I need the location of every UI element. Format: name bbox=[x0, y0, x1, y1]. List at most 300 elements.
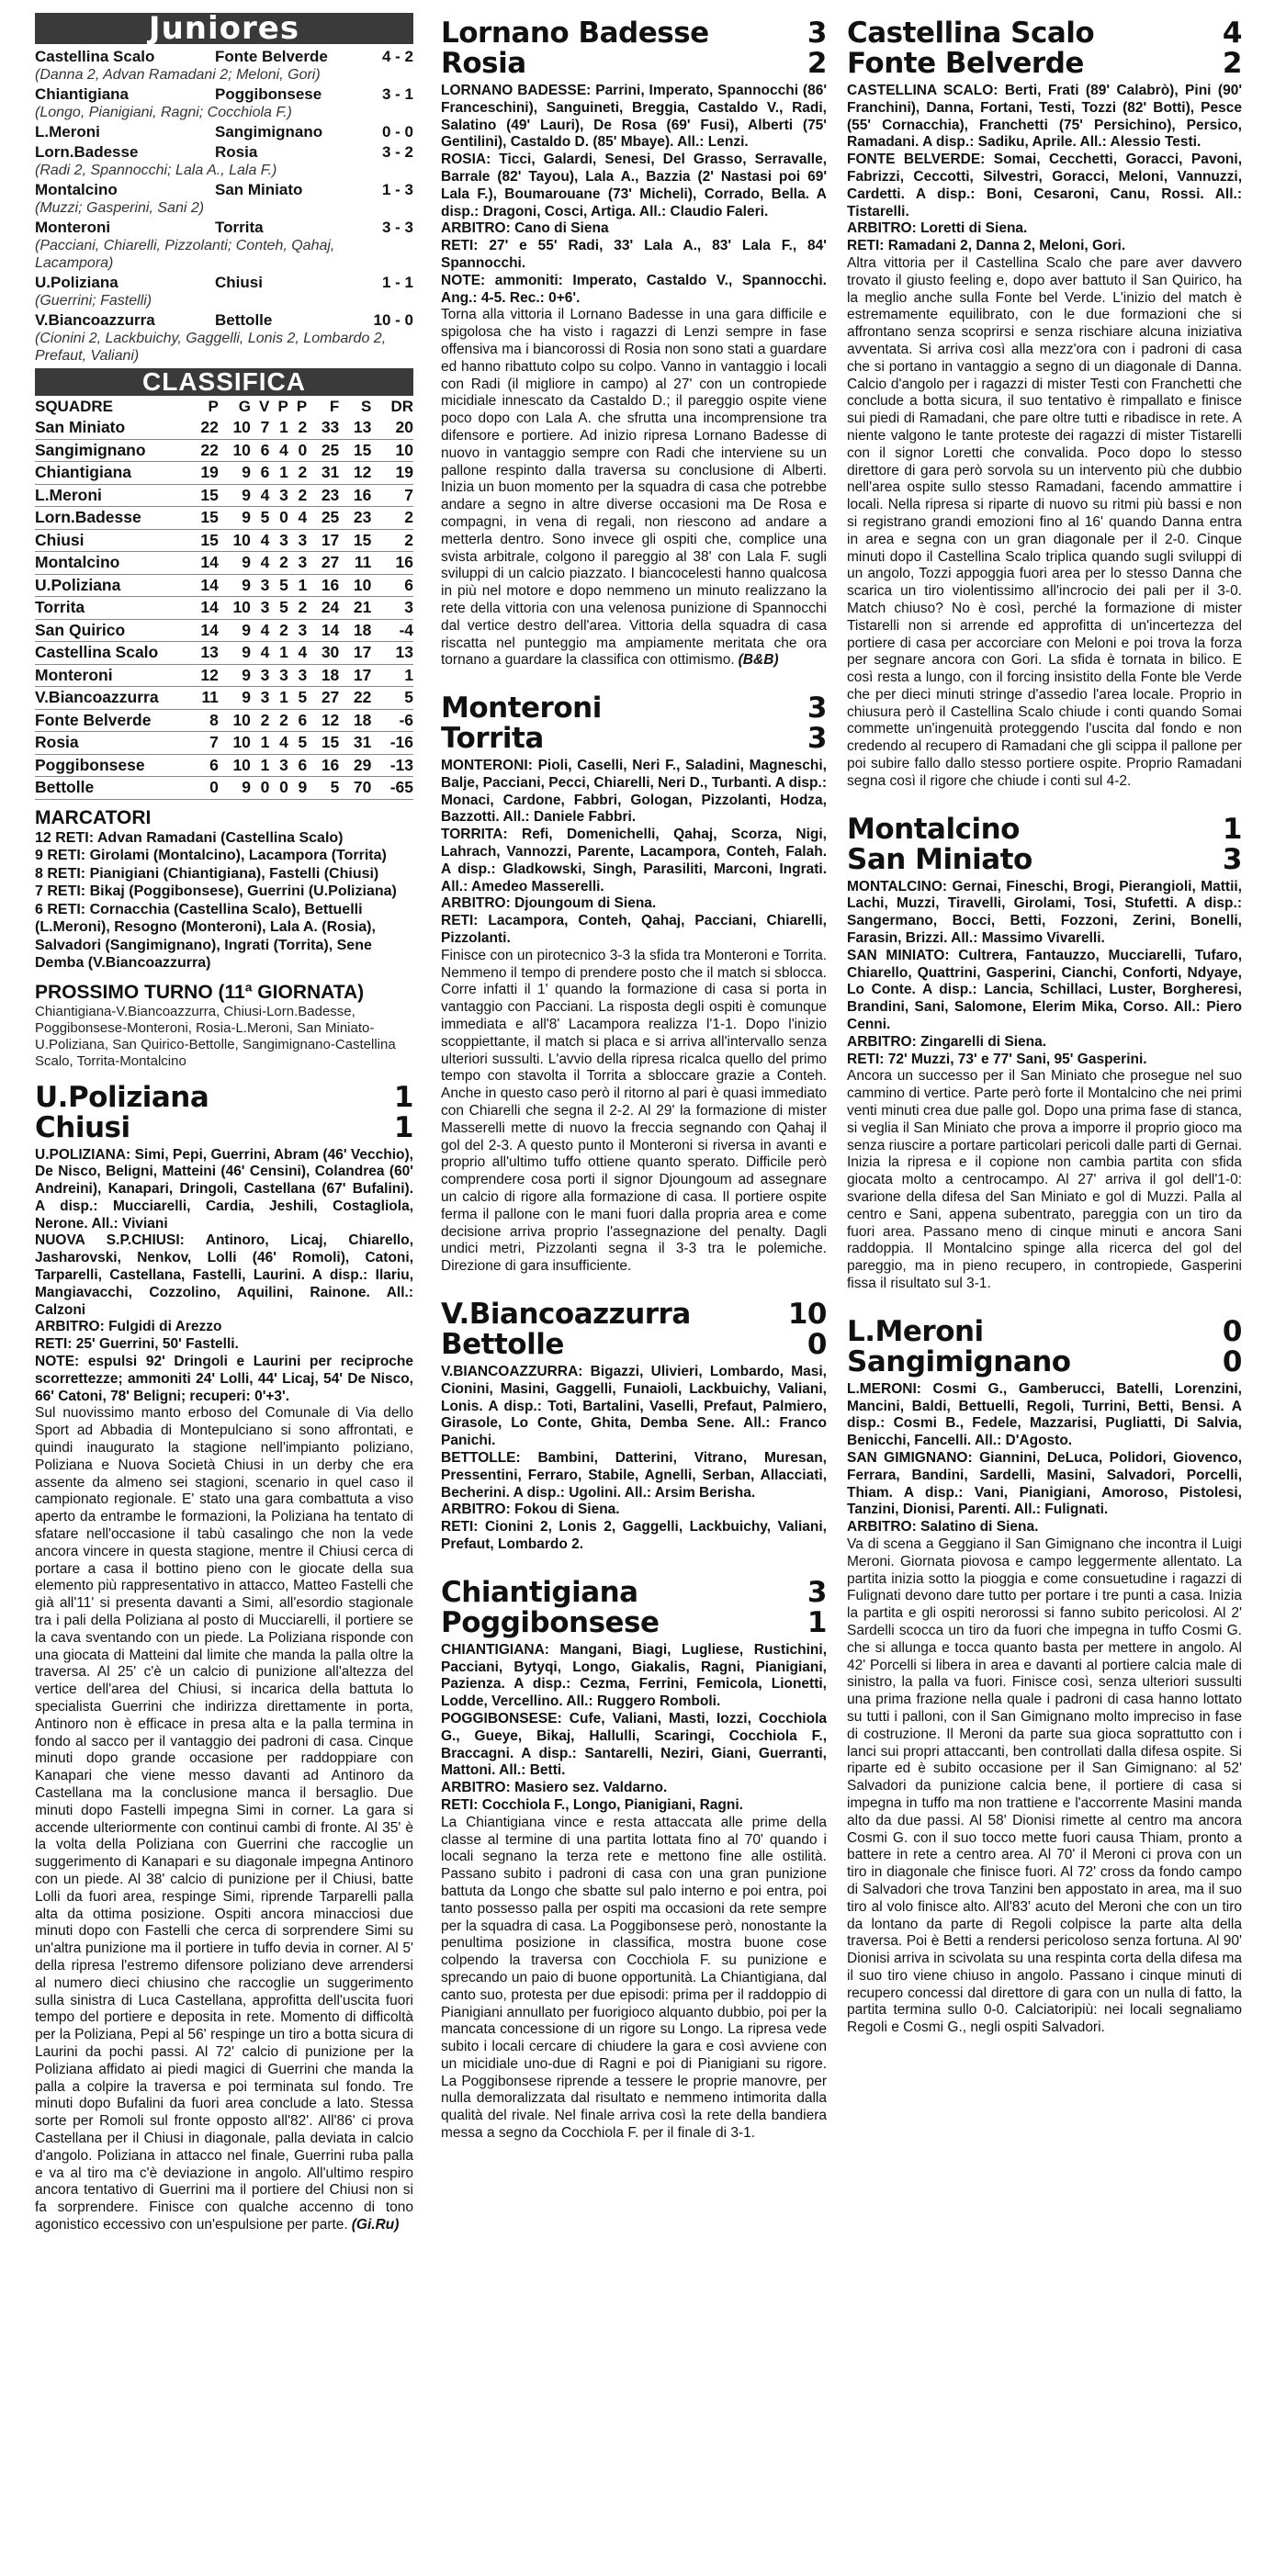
result-away: Sangimignano bbox=[215, 123, 323, 141]
team-score: 10 bbox=[787, 1298, 827, 1331]
stat-cell: 3 bbox=[269, 484, 288, 507]
team-score: 1 bbox=[1222, 812, 1242, 846]
result-away: Bettolle bbox=[215, 311, 273, 329]
stat-cell: 17 bbox=[339, 664, 371, 687]
stat-cell: -4 bbox=[371, 619, 413, 642]
stat-cell: 5 bbox=[269, 597, 288, 620]
team-name: Monteroni bbox=[35, 664, 186, 687]
stat-cell: 23 bbox=[307, 484, 339, 507]
standings-row bbox=[35, 754, 413, 777]
result-away: Rosia bbox=[215, 143, 258, 161]
report-text bbox=[441, 307, 827, 669]
standings-row bbox=[35, 777, 413, 800]
result-away: Chiusi bbox=[215, 274, 263, 291]
team-score: 3 bbox=[807, 1575, 827, 1609]
stat-cell: 2 bbox=[269, 552, 288, 575]
stat-cell: 25 bbox=[307, 439, 339, 462]
team-name: Castellina Scalo bbox=[847, 17, 1095, 50]
result-scorers: (Longo, Pianigiani, Ragni; Cocchiola F.) bbox=[35, 105, 292, 120]
stat-cell: 14 bbox=[186, 597, 219, 620]
stat-cell: 1 bbox=[269, 417, 288, 439]
prossimo-title: PROSSIMO TURNO (11ª GIORNATA) bbox=[35, 981, 365, 1003]
team-name: V.Biancoazzurra bbox=[441, 1298, 691, 1331]
stat-cell: -6 bbox=[371, 709, 413, 732]
stat-cell: 14 bbox=[186, 574, 219, 597]
stat-cell: 4 bbox=[251, 619, 269, 642]
standings-row bbox=[35, 484, 413, 507]
stat-cell: 0 bbox=[269, 507, 288, 530]
stat-cell: 9 bbox=[219, 574, 251, 597]
col-p: P bbox=[208, 398, 219, 415]
team-name: San Miniato bbox=[35, 417, 186, 439]
report-team-line bbox=[441, 693, 827, 724]
stat-cell: 0 bbox=[186, 777, 219, 800]
report-lineups: CHIANTIGIANA: Mangani, Biagi, Lugliese, Rustichini, Pacciani, Bytyqi, Longo, Giakalis, Ragni, Pianigiani, Pazienza. A disp.: Cezma, Ferrini, Femicola, Lionetti, Lodde, Vercellino. All.: Ruggero Romboli. POGGIBONSESE: Cufe, Valiani, Masti, Iozzi, Cocchiola G., Gueye, Bikaj, Hallulli, Scaringi, Cocchiola F., Braccagni. A disp.: Santarelli, Neziri, Giani, Guerranti, Mattoni. All.: Betti. ARBITRO: Masiero sez. Valdarno. RETI: Cocchiola F., Longo, Pianigiani, Ragni. bbox=[441, 1641, 827, 1813]
report-team-line bbox=[441, 724, 827, 754]
stat-cell: 12 bbox=[307, 709, 339, 732]
standings-row bbox=[35, 687, 413, 710]
stat-cell: 16 bbox=[339, 484, 371, 507]
stat-cell: 2 bbox=[269, 709, 288, 732]
stat-cell: 7 bbox=[371, 484, 413, 507]
result-scorers: (Danna 2, Advan Ramadani 2; Meloni, Gori) bbox=[35, 67, 321, 83]
stat-cell: 18 bbox=[339, 619, 371, 642]
juniores-header: Juniores bbox=[35, 13, 413, 44]
result-row bbox=[35, 219, 413, 237]
report-poliziana-chiusi bbox=[35, 1080, 413, 2234]
report-team-line bbox=[441, 18, 827, 49]
result-row bbox=[35, 311, 413, 330]
report-monteroni-torrita bbox=[441, 693, 827, 1276]
stat-cell: 33 bbox=[307, 417, 339, 439]
stat-cell: 1 bbox=[371, 664, 413, 687]
stat-cell: 18 bbox=[339, 709, 371, 732]
report-body: Torna alla vittoria il Lornano Badesse in una gara difficile e spigolosa che ha visto i ragazzi di Lenzi sempre in fase offensiva ma i biancorossi di Rosia non sono stati a guardare ed hanno ribattuto colpo su colpo. Vanno in vantaggio i locali con Radi (il migliore in campo) al 27' con un contropiede micidiale innescato da Castaldo D.; il pareggio ospite viene poco dopo con Lala A. che sfrutta una incomprensione tra difensore e portiere. Ad inizio ripresa Lornano Badesse di nuovo in vantaggio sempre con Radi che interviene su un pallone respinto dalla traversa su conclusione di Alberti. Inizia un buon momento per la squadra di casa che potrebbe andare a segno in altre diverse occasioni ma De Rosa e compagni, in vena di regali, non riescono ad andare a metterla dentro. Sono invece gli ospiti che, complice una svista arbitrale, colgono il pareggio al 38' con Lala F. sugli sviluppi di un calcio piazzato. I biancocelesti hanno qualcosa in più nel motore e dopo nemmeno un minuto realizzano la rete della vittoria con una velenosa punizione di Spannocchi dal vertice destro dell'area. Vittoria della squadra di casa riscatta nel punteggio ma ampiamente meritata che ora tornano a guardare la classifica con ottimismo. bbox=[441, 307, 827, 669]
standings-header-row bbox=[35, 396, 413, 417]
team-name: Lorn.Badesse bbox=[35, 507, 186, 530]
report-team-line bbox=[847, 1344, 1242, 1378]
report-montalcino-sanminiato bbox=[847, 812, 1242, 1293]
report-body: Ancora un successo per il San Miniato che prosegue nel suo cammino di vertice. Parte però forte il Montalcino che nei primi venti minuti crea due palle gol. Dopo una prima fase di stanca, si veglia il San Miniato che prova a imporre il proprio gioco ma senza riuscire a portare particolari pericoli dalle parti di Gernai. Inizia la ripresa e il copione non cambia partita con sfida giocata molto a centrocampo. Al 27' arriva il gol dell'1-0: svarione della difesa del San Miniato e gol di Muzzi. Palla al centro e Sani, appena subentrato, pareggia con un tiro da fuori area. Passano meno di cinque minuti e ancora Sani raddoppia. Il Montalcino spinge alla ricerca del gol del pareggio, ma in pieno recupero, in contropiede, Gasperini fissa il risultato sul 3-1. bbox=[847, 1068, 1242, 1291]
stat-cell: 9 bbox=[219, 462, 251, 485]
col-pe: P bbox=[296, 398, 308, 415]
result-away: Poggibonsese bbox=[215, 85, 322, 103]
col-g: G bbox=[238, 398, 251, 415]
marcatori-list bbox=[35, 829, 413, 973]
stat-cell: 5 bbox=[288, 732, 307, 755]
stat-cell: 1 bbox=[269, 687, 288, 710]
stat-cell: 15 bbox=[339, 439, 371, 462]
team-name: U.Poliziana bbox=[35, 574, 186, 597]
classifica-header: CLASSIFICA bbox=[35, 368, 413, 396]
stat-cell: 25 bbox=[307, 507, 339, 530]
stat-cell: 18 bbox=[307, 664, 339, 687]
stat-cell: 13 bbox=[339, 417, 371, 439]
standings-row bbox=[35, 462, 413, 485]
team-name: Montalcino bbox=[847, 812, 1020, 846]
stat-cell: 3 bbox=[269, 664, 288, 687]
team-name: San Quirico bbox=[35, 619, 186, 642]
stat-cell: 16 bbox=[307, 574, 339, 597]
stat-cell: 10 bbox=[371, 439, 413, 462]
stat-cell: 15 bbox=[307, 732, 339, 755]
standings-row bbox=[35, 619, 413, 642]
team-name: Chiantigiana bbox=[35, 462, 186, 485]
team-name: Montalcino bbox=[35, 552, 186, 575]
stat-cell: 29 bbox=[339, 754, 371, 777]
stat-cell: 2 bbox=[288, 462, 307, 485]
team-name: Rosia bbox=[35, 732, 186, 755]
report-castellina-fontebelverde bbox=[847, 18, 1242, 791]
stat-cell: 11 bbox=[339, 552, 371, 575]
team-name: Torrita bbox=[35, 597, 186, 620]
report-text bbox=[847, 1068, 1242, 1292]
standings-row bbox=[35, 552, 413, 575]
result-score: 4 - 2 bbox=[381, 48, 413, 65]
stat-cell: 14 bbox=[186, 619, 219, 642]
stat-cell: 15 bbox=[186, 507, 219, 530]
stat-cell: 3 bbox=[251, 597, 269, 620]
stat-cell: 30 bbox=[307, 642, 339, 665]
report-lineups: CASTELLINA SCALO: Berti, Frati (89' Calabrò), Pini (90' Franchini), Danna, Fortani, Testi, Tozzi (82' Botti), Pesce (55' Cornacchia), Franchetti (75' Persichino), Persico, Ramadani. A disp.: Sadiku, Aprile. All.: Alessio Testi. FONTE BELVERDE: Somai, Cecchetti, Goracci, Pavoni, Fabrizzi, Ceccotti, Silvestri, Goracci, Meloni, Vannuzzi, Cardetti. A disp.: Boni, Cesaroni, Canu, Rossi. All.: Tistarelli. ARBITRO: Loretti di Siena. RETI: Ramadani 2, Danna 2, Meloni, Gori. bbox=[847, 83, 1242, 254]
stat-cell: 14 bbox=[307, 619, 339, 642]
result-home: Castellina Scalo bbox=[35, 48, 155, 65]
stat-cell: 1 bbox=[251, 754, 269, 777]
stat-cell: 8 bbox=[186, 709, 219, 732]
standings-row bbox=[35, 529, 413, 552]
report-team-line bbox=[441, 1605, 827, 1639]
col-squadre: SQUADRE bbox=[35, 398, 114, 415]
stat-cell: 23 bbox=[339, 507, 371, 530]
stat-cell: 2 bbox=[371, 529, 413, 552]
result-away: Fonte Belverde bbox=[215, 48, 328, 65]
stat-cell: 3 bbox=[251, 664, 269, 687]
stat-cell: 4 bbox=[251, 642, 269, 665]
result-scorers: (Pacciani, Chiarelli, Pizzolanti; Conteh, Qahaj, Lacampora) bbox=[35, 238, 335, 271]
stat-cell: 22 bbox=[186, 439, 219, 462]
stat-cell: 3 bbox=[251, 574, 269, 597]
report-biancoazzurra-bettolle bbox=[441, 1299, 827, 1554]
stat-cell: 0 bbox=[269, 777, 288, 800]
report-lineups: U.POLIZIANA: Simi, Pepi, Guerrini, Abram (46' Vecchio), De Nisco, Beligni, Matteini (46' Censini), Colandrea (60' Andreini), Kanapari, Dringoli, Castellana (67' Bufalini). A disp.: Mucciarelli, Cardia, Jeshili, Costagliola, Nerone. All.: Viviani NUOVA S.P.CHIUSI: Antinoro, Licaj, Chiarello, Jasharovski, Nenkov, Lolli (46' Romoli), Catoni, Tarparelli, Castellana, Fastelli, Laurini. A disp.: Ilariu, Mangiavacchi, Cozzolino, Aquilini, Rainone. All.: Calzoni ARBITRO: Fulgidi di Arezzo RETI: 25' Guerrini, 50' Fastelli. NOTE: espulsi 92' Dringoli e Laurini per reciproche scorrettezze; ammoniti 24' Lolli, 44' Licaj, 54' De Nisco, 66' Catoni, 78' Beligni; recuperi: 0'+3'. bbox=[35, 1146, 413, 1404]
stat-cell: 10 bbox=[219, 709, 251, 732]
col-s: S bbox=[361, 398, 372, 415]
report-text bbox=[35, 1405, 413, 2233]
stat-cell: 5 bbox=[371, 687, 413, 710]
stat-cell: 5 bbox=[288, 687, 307, 710]
report-team-line bbox=[847, 18, 1242, 49]
team-name: Fonte Belverde bbox=[35, 709, 186, 732]
report-chiantigiana-poggibonsese bbox=[441, 1575, 827, 2143]
stat-cell: 5 bbox=[307, 777, 339, 800]
result-home: L.Meroni bbox=[35, 123, 100, 141]
stat-cell: 1 bbox=[269, 642, 288, 665]
stat-cell: 10 bbox=[339, 574, 371, 597]
stat-cell: 13 bbox=[186, 642, 219, 665]
standings-row bbox=[35, 439, 413, 462]
team-name: Chiusi bbox=[35, 1110, 130, 1144]
stat-cell: 13 bbox=[371, 642, 413, 665]
stat-cell: 3 bbox=[288, 552, 307, 575]
report-team-line bbox=[35, 1110, 413, 1144]
result-score: 3 - 3 bbox=[381, 219, 413, 236]
stat-cell: 3 bbox=[269, 754, 288, 777]
result-away: San Miniato bbox=[215, 181, 303, 198]
team-name: Chiusi bbox=[35, 529, 186, 552]
stat-cell: -65 bbox=[371, 777, 413, 800]
stat-cell: 5 bbox=[251, 507, 269, 530]
stat-cell: 6 bbox=[186, 754, 219, 777]
result-scorers: (Muzzi; Gasperini, Sani 2) bbox=[35, 200, 205, 216]
report-signature: (B&B) bbox=[738, 652, 779, 669]
stat-cell: 4 bbox=[288, 507, 307, 530]
team-name: Sangimignano bbox=[35, 439, 186, 462]
result-row bbox=[35, 48, 413, 66]
report-text bbox=[441, 1815, 827, 2143]
standings-row bbox=[35, 664, 413, 687]
report-body: La Chiantigiana vince e resta attaccata alle prime della classe al termine di una partita lottata fino al 70' quando i locali segnano la terza rete e mettono fine alle ostilità. Passano subito i padroni di casa con una gran punizione battuta da Longo che sbatte sul palo interno e poi entra, poi tanto possesso palla per ospiti ma occasioni da rete sempre per la squadra di casa. La Poggibonsese però, nonostante la penultima posizione in classifica, mostra buone cose colpendo la traversa con Cocchiola F. su punizione e sprecando un paio di buone opportunità. La Chiantigiana, dal canto suo, protesta per due episodi: prima per il raddoppio di Pianigiani annullato per fuorigioco alquanto dubbio, poi per la mancata concessione di un rigore su Longo. La ripresa vede subito i locali cercare di chiudere la gara e così avviene con un micidiale uno-due di Ragni e poi di Pianigiani su rigore. La Poggibonsese riprende a tessere le proprie manovre, per nulla demoralizzata dal risultato e nemmeno intimorita dalla qualità del rivale. Nel finale arriva così la rete della bandiera messa a segno da Cocchiola F. per il finale di 3-1. bbox=[441, 1814, 827, 2142]
stat-cell: 10 bbox=[219, 529, 251, 552]
report-team-line bbox=[441, 1299, 827, 1330]
stat-cell: 15 bbox=[186, 484, 219, 507]
standings-table bbox=[35, 396, 413, 800]
stat-cell: 6 bbox=[251, 462, 269, 485]
team-score: 1 bbox=[393, 1080, 413, 1114]
stat-cell: -16 bbox=[371, 732, 413, 755]
stat-cell: 1 bbox=[269, 462, 288, 485]
report-team-line bbox=[847, 812, 1242, 846]
stat-cell: 19 bbox=[371, 462, 413, 485]
result-row bbox=[35, 143, 413, 162]
report-body: Altra vittoria per il Castellina Scalo che pare aver davvero trovato il giusto feeling e, dopo aver battuto il San Quirico, ha la meglio anche sulla Fonte bel Verde. L'inizio del match è estremamente equilibrato, con le due formazioni che si affrontano senza scoprirsi e senza rischiare alcuna iniziativa avventata. Si arriva così alla mezz'ora con i padroni di casa che si portano in vantaggio a segno di un diagonale di Danna. Calcio d'angolo per i ragazzi di mister Testi con Franchetti che conclude a botta sicura, il suo tentativo è rimpallato e finisce sui piedi di Ramadani, che pare oltre tutti e ribadisce in rete. A niente valgono le tante proteste dei ragazzi di mister Tistarelli con il signor Loretti che convalida. Poco dopo lo stesso direttore di gara però sorvola su un intervento più che dubbio nell'area ospite sullo stesso Ramadani, facendo ammattire i locali. Nella ripresa si riparte di nuovo su ritmi più bassi e non si registrano grandi emozioni fino al 16' quando Danna entra in area e segna con un gran diagonale per il 2-0. Cinque minuti dopo il Castellina Scalo triplica quando sugli sviluppi di un angolo, Tozzi appoggia fuori area per lo stesso Danna che scarica un tiro violentissimo all'incrocio dei pali per il 3-0. Match chiuso? No è così, perché la formazione di mister Tistarelli non si arrende ed approfitta di un'incertezza del portiere di casa per accorciare con Meloni e poi trova la forza per segnare ancora con Gori. La sfida è tornata in bilico. E così resta a lungo, con il forcing insistito della Fonte ble Verde che per dieci minuti stringe d'assedio l'area locale. Proprio in chiusura però il Castellina Scalo chiude i conti quando Somai commette un'ingenuità proteggendo l'uscita dal fondo e non credendo al recupero di Ramadani che gli scippa il pallone per poi subire fallo dallo stesso portiere ospite. Proprio Ramadani segna così il rigore che chiude i conti sul 4-2. bbox=[847, 254, 1242, 789]
report-team-line bbox=[847, 1314, 1242, 1348]
standings-row bbox=[35, 597, 413, 620]
col-dr: DR bbox=[390, 398, 413, 415]
team-name: Fonte Belverde bbox=[847, 47, 1084, 80]
col-pa: P bbox=[277, 398, 288, 415]
stat-cell: 9 bbox=[219, 507, 251, 530]
stat-cell: 4 bbox=[288, 642, 307, 665]
stat-cell: 10 bbox=[219, 754, 251, 777]
stat-cell: 70 bbox=[339, 777, 371, 800]
stat-cell: 6 bbox=[371, 574, 413, 597]
stat-cell: 4 bbox=[251, 484, 269, 507]
stat-cell: 3 bbox=[288, 619, 307, 642]
stat-cell: 24 bbox=[307, 597, 339, 620]
col-f: F bbox=[329, 398, 340, 415]
report-team-line bbox=[441, 1575, 827, 1609]
stat-cell: 6 bbox=[251, 439, 269, 462]
stat-cell: 21 bbox=[339, 597, 371, 620]
stat-cell: 3 bbox=[288, 664, 307, 687]
stat-cell: 16 bbox=[307, 754, 339, 777]
marcatori-line: 9 RETI: Girolami (Montalcino), Lacampora (Torrita) bbox=[35, 848, 387, 863]
result-row bbox=[35, 181, 413, 199]
stat-cell: 4 bbox=[269, 732, 288, 755]
stat-cell: 0 bbox=[251, 777, 269, 800]
team-score: 1 bbox=[807, 1605, 827, 1639]
marcatori-line: 6 RETI: Cornacchia (Castellina Scalo), Bettuelli (L.Meroni), Resogno (Monteroni), Lala A. (Rosia), Salvadori (Sangimignano), Ingrati (Torrita), Sene Demba (V.Biancoazzurra) bbox=[35, 901, 376, 971]
stat-cell: 2 bbox=[371, 507, 413, 530]
report-team-line bbox=[441, 1330, 827, 1360]
marcatori-line: 7 RETI: Bikaj (Poggibonsese), Guerrini (U.Poliziana) bbox=[35, 883, 397, 899]
stat-cell: 4 bbox=[251, 529, 269, 552]
result-score: 1 - 3 bbox=[381, 181, 413, 198]
report-lineups: MONTALCINO: Gernai, Fineschi, Brogi, Pierangioli, Mattii, Lachi, Muzzi, Tiravelli, Girolami, Tosi, Stufetti. A disp.: Sangermano, Bocci, Betti, Fozzoni, Zerini, Bonelli, Farasin, Brizzi. All.: Massimo Vivarelli. SAN MINIATO: Cultrera, Fantauzzo, Mucciarelli, Tufaro, Chiarello, Quattrini, Gasperini, Cianchi, Conforti, Ndyaye, Lo Conte. A disp.: Lancia, Schillaci, Luster, Borgheresi, Brandini, Sani, Salomone, Elerim Mika, Corso. All.: Piero Cenni. ARBITRO: Zingarelli di Siena. RETI: 72' Muzzi, 73' e 77' Sani, 95' Gasperini. bbox=[847, 878, 1242, 1067]
team-score: 3 bbox=[1222, 842, 1242, 876]
report-lineups: LORNANO BADESSE: Parrini, Imperato, Spannocchi (86' Franceschini), Sanguineti, Breggia, Castaldo V., Radi, Salatino (49' Lauri), De Rosa (69' Fusi), Alberti (75' Gentilini), Castaldo D. (85' Mbaye). All.: Lenzi. ROSIA: Ticci, Galardi, Senesi, Del Grasso, Serravalle, Barrale (82' Tayou), Lala A., Bazzia (2' Nastasi poi 69' Lala F.), Boumarouane (73' Micheli), Corrado, Bella. A disp.: Dragoni, Cosci, Artiga. All.: Claudio Faleri. ARBITRO: Cano di Siena RETI: 27' e 55' Radi, 33' Lala A., 83' Lala F., 84' Spannocchi. NOTE: ammoniti: Imperato, Castaldo V., Spannocchi. Ang.: 4-5. Rec.: 0+6'. bbox=[441, 83, 827, 306]
team-name: L.Meroni bbox=[847, 1314, 984, 1348]
stat-cell: 9 bbox=[219, 664, 251, 687]
report-body: Finisce con un pirotecnico 3-3 la sfida tra Monteroni e Torrita. Nemmeno il tempo di prendere posto che il match si sblocca. Corre infatti il 1' quando la formazione di casa si porta in vantaggio con Pacciani. La risposta degli ospiti è comunque immediata e all'8' Lacampora realizza l'1-1. Dopo l'inizio scoppiettante, il match si placa e si arriva all'intervallo senza ulteriori sussulti. L'avvio della ripresa ricalca quello del primo tempo con stavolta il Torrita a sbloccare grazie a Conteh. Anche in questo caso però il ritorno al pari è quasi immediato con Chiarelli che segna il 2-2. Al 29' la formazione di mister Masserelli mette di nuovo la freccia segnando con Qahaj il gol del 2-3. A questo punto il Monteroni si riversa in avanti e proprio all'ultimo tuffo ottiene quanto sperato. Difficile però comprendere cosa porti il signor Djoungoum ad assegnare un calcio di rigore alla formazione di casa. Il portiere ospite ferma il pallone con le mani fuori dalla propria area e come decisione arriva proprio l'assegnazione del penalty. Dagli undici metri, Pizzolanti segna il 3-3 tra le polemiche. Direzione di gara insufficiente. bbox=[441, 947, 827, 1275]
result-score: 3 - 1 bbox=[381, 85, 413, 103]
marcatori-title: MARCATORI bbox=[35, 806, 152, 828]
stat-cell: -13 bbox=[371, 754, 413, 777]
column-left bbox=[35, 10, 413, 2234]
stat-cell: 9 bbox=[219, 619, 251, 642]
team-name: V.Biancoazzurra bbox=[35, 687, 186, 710]
team-score: 3 bbox=[807, 17, 827, 50]
report-team-line bbox=[847, 49, 1242, 79]
report-meroni-sangimignano bbox=[847, 1314, 1242, 2037]
result-home: Montalcino bbox=[35, 181, 118, 198]
stat-cell: 2 bbox=[288, 417, 307, 439]
results-list bbox=[35, 48, 413, 365]
result-row bbox=[35, 85, 413, 104]
team-name: Poggibonsese bbox=[441, 1605, 660, 1639]
stat-cell: 16 bbox=[371, 552, 413, 575]
stat-cell: 12 bbox=[339, 462, 371, 485]
stat-cell: 12 bbox=[186, 664, 219, 687]
report-lineups: MONTERONI: Pioli, Caselli, Neri F., Saladini, Magneschi, Balje, Pacciani, Pecci, Chiarelli, Neri D., Turbanti. A disp.: Monaci, Cardone, Fabbri, Gologan, Pizzolanti, Hodza, Bazzotti. All.: Daniele Fabbri. TORRITA: Refi, Domenichelli, Qahaj, Scorza, Nigi, Lahrach, Vannozzi, Parente, Lacampora, Conteh, Falah. A disp.: Gladkowski, Singh, Parasiliti, Marconi, Ingrati. All.: Amedeo Masserelli. ARBITRO: Djoungoum di Siena. RETI: Lacampora, Conteh, Qahaj, Pacciani, Chiarelli, Pizzolanti. bbox=[441, 758, 827, 947]
team-name: Lornano Badesse bbox=[441, 17, 709, 50]
report-lineups: V.BIANCOAZZURRA: Bigazzi, Ulivieri, Lombardo, Masi, Cionini, Masini, Gaggelli, Funaioli, Lackbuichy, Valiani, Lonis. A disp.: Toti, Bartalini, Vaselli, Prefaut, Palmiero, Girasole, Lo Conte, Ghita, Demba Sene. All.: Franco Panichi. BETTOLLE: Bambini, Datterini, Vitrano, Muresan, Pressentini, Ferraro, Stabile, Agnelli, Serban, Allacciati, Becherini. A disp.: Ugolini. All.: Arsim Berisha. ARBITRO: Fokou di Siena. RETI: Cionini 2, Lonis 2, Gaggelli, Lackbuichy, Valiani, Prefaut, Lombardo 2. bbox=[441, 1364, 827, 1552]
stat-cell: 3 bbox=[371, 597, 413, 620]
team-score: 1 bbox=[393, 1110, 413, 1144]
result-scorers: (Guerrini; Fastelli) bbox=[35, 293, 152, 309]
standings-row bbox=[35, 574, 413, 597]
report-team-line bbox=[441, 49, 827, 79]
stat-cell: 10 bbox=[219, 732, 251, 755]
column-middle bbox=[441, 13, 827, 2143]
stat-cell: 10 bbox=[219, 597, 251, 620]
col-v: V bbox=[259, 398, 270, 415]
result-home: V.Biancoazzurra bbox=[35, 311, 155, 329]
result-scorers: (Cionini 2, Lackbuichy, Gaggelli, Lonis 2, Lombardo 2, Prefaut, Valiani) bbox=[35, 331, 387, 364]
stat-cell: 4 bbox=[251, 552, 269, 575]
team-name: Bettolle bbox=[441, 1328, 564, 1361]
report-body: Va di scena a Geggiano il San Gimignano che incontra il Luigi Meroni. Giornata piovosa e campo leggermente allentato. La partita inizia sotto la pioggia e come consuetudine i ragazzi di Fulignati devono dare tutto per portare i tre punti a casa. Inizia la partita e gli ospiti nerorossi si fanno subito pericolosi. Al 2' Sardelli scocca un tiro da fuori che impegna in tuffo Cosmi G. che si allunga e tocca quanto basta per mettere in angolo. Al 42' Porcelli si libera in area e davanti al portiere calcia male di sinistro, la palla va fuori. Finisce così, senza ulteriori sussulti una prima frazione nella quale i padroni di casa hanno lottato su tutti i palloni, con il San Gimignano molto impreciso in fase di costruzione. Il Meroni da parte sua gioca soprattutto con i lanci sui propri attaccanti, ben controllati dalla difesa ospite. Si riparte ed è subito occasione per il San Gimignano: al 52' Salvadori da punizione calcia bene, il portiere di casa si impegna in tuffo ma non trattiene e l'accorrente Masini manda alto da due passi. Al 58' Dionisi rimette al centro ma ancora Cosmi G. con il suo tocco mette fuori causa Thiam, pronto a battere in rete a centro area. Al 70' il Meroni ci prova con un tiro in diagonale che finisce fuori. Al 72' cross da fondo campo di Salvadori che trova Tanzini ben appostato in area, ma il suo tiro al volo finisce alto. All'83' acuto del Meroni che con un tiro da lontano da parte di Regoli colpisce la parte alta della traversa. Poi è Betti a rendersi pericoloso senza fortuna. Al 90' Dionisi arriva in scivolata su una respinta corta della difesa ma il suo tiro viene chiuso in angolo. Passano i cinque minuti di recupero concessi dal direttore di gara con un nulla di fatto, la partita termina sullo 0-0. Calciatoripiù: nei locali segnaliamo Regoli e Cosmi G., negli ospiti Salvadori. bbox=[847, 1535, 1242, 2036]
standings-row bbox=[35, 507, 413, 530]
report-text bbox=[441, 948, 827, 1276]
stat-cell: 7 bbox=[251, 417, 269, 439]
stat-cell: 3 bbox=[288, 529, 307, 552]
stat-cell: 20 bbox=[371, 417, 413, 439]
report-team-line bbox=[35, 1080, 413, 1114]
stat-cell: 10 bbox=[219, 417, 251, 439]
team-score: 0 bbox=[1222, 1314, 1242, 1348]
stat-cell: 5 bbox=[269, 574, 288, 597]
result-home: Monteroni bbox=[35, 219, 111, 236]
standings-row bbox=[35, 732, 413, 755]
report-lornano-rosia bbox=[441, 18, 827, 669]
team-score: 4 bbox=[1222, 17, 1242, 50]
team-name: Castellina Scalo bbox=[35, 642, 186, 665]
team-score: 3 bbox=[807, 692, 827, 726]
stat-cell: 22 bbox=[339, 687, 371, 710]
team-name: Bettolle bbox=[35, 777, 186, 800]
stat-cell: 14 bbox=[186, 552, 219, 575]
team-score: 2 bbox=[1222, 47, 1242, 80]
standings-row bbox=[35, 642, 413, 665]
stat-cell: 9 bbox=[219, 642, 251, 665]
stat-cell: 9 bbox=[219, 484, 251, 507]
stat-cell: 7 bbox=[186, 732, 219, 755]
report-text bbox=[847, 1536, 1242, 2037]
stat-cell: 0 bbox=[288, 439, 307, 462]
stat-cell: 10 bbox=[219, 439, 251, 462]
stat-cell: 4 bbox=[269, 439, 288, 462]
marcatori-line: 12 RETI: Advan Ramadani (Castellina Scalo) bbox=[35, 829, 344, 846]
report-team-line bbox=[847, 842, 1242, 876]
stat-cell: 6 bbox=[288, 754, 307, 777]
result-row bbox=[35, 274, 413, 292]
prossimo-turno: Chiantigiana-V.Biancoazzurra, Chiusi-Lorn.Badesse, Poggibonsese-Monteroni, Rosia-L.Meroni, San Miniato-U.Poliziana, San Quirico-Bettolle, Sangimignano-Castellina Scalo, Torrita-Montalcino bbox=[35, 1003, 396, 1069]
standings-row bbox=[35, 709, 413, 732]
column-right bbox=[847, 13, 1242, 2037]
stat-cell: 31 bbox=[339, 732, 371, 755]
team-name: L.Meroni bbox=[35, 484, 186, 507]
stat-cell: 17 bbox=[307, 529, 339, 552]
stat-cell: 15 bbox=[186, 529, 219, 552]
marcatori-line: 8 RETI: Pianigiani (Chiantigiana), Fastelli (Chiusi) bbox=[35, 865, 379, 882]
report-body: Sul nuovissimo manto erboso del Comunale di Via dello Sport ad Abbadia di Montepulciano si sono affrontati, e quindi inaugurato la stagione nell'impianto poliziano, Poliziana e Nuova Società Chiusi in un derby che era assente da almeno sei stagioni, scenario in quel caso il campionato regionale. E' stato una gara combattuta a viso aperto da entrambe le formazioni, la Poliziana ha tentato di sfatare nell'occasione il tabù casalingo che non la vede ancora vincere in questa stagione, mentre il Chiusi cerca di portare a casa il bottino pieno con le giocate della sua elemento più rappresentativo in attacco, Matteo Fastelli che già all'11' si presenta davanti a Simi, all'esordio stagionale tra i pali della Poliziana al posto di Mucciarelli, il portiere se la cava sventando con un piede. La Poliziana risponde con una giocata di Matteini dal limite che manda la palla oltre la traversa. Al 25' c'è un calcio di punizione all'altezza del vertice dell'area del Chiusi, si incarica della battuta lo specialista Guerrini che indirizza direttamente in porta, Antinoro non è efficace in presa alta e la palla termina in fondo al sacco per il vantaggio dei padroni di casa. Cinque minuti dopo grande occasione per raddoppiare con Kanapari che viene messo davanti ad Antinoro da Castellana ma la conclusione manca il bersaglio. Due minuti dopo Fastelli impegna Simi in corner. La gara si accende ulteriormente con continui cambi di fronte. Al 35' è la volta della Poliziana con Guerrini che raccoglie un suggerimento di Kanapari e su diagonale impegna Antinoro con un piede. Al 38' calcio di punizione per il Chiusi, batte Lolli da fuori area, respinge Simi, riprende Tarparelli palla alta da ottima posizione. Ospiti ancora minacciosi due minuti dopo con Fastelli che cerca di sorprendere Simi su un'altra punizione ma il portiere in tuffo devia in corner. Al 5' della ripresa l'estremo difensore poliziano deve arrendersi al numero dieci chiusino che raccoglie un suggerimento sulla sinistra di Luca Castellana, approfitta dell'uscita fuori tempo del portiere e deposita in rete. Momento di difficoltà per la Poliziana, Pepi al 56' respinge un tiro a botta sicura di Laurini da pochi passi. Al 72' calcio di punizione per la Poliziana affidato ai piedi magici di Guerrini che manda la palla a colpire la traversa e poi terminata sul fondo. Tre minuti dopo Bufalini da fuori area conclude a lato. Stessa sorte per Romoli sul fronte opposto all'82'. All'86' ci prova Castellana per il Chiusi in diagonale, palla deviata in calcio d'angolo. Poliziana in attacco nel finale, Guerrini ruba palla e va al tiro ma c'è deviazione in angolo. All'ultimo respiro ancora tentativo di Guerrini ma il portiere del Chiusi non si fa sorprendere. Finisce con qualche accenno di tono agonistico eccessivo con un'espulsione per parte. bbox=[35, 1405, 413, 2233]
team-score: 3 bbox=[807, 722, 827, 756]
stat-cell: 27 bbox=[307, 552, 339, 575]
team-name: Monteroni bbox=[441, 692, 602, 726]
stat-cell: 2 bbox=[288, 597, 307, 620]
stat-cell: 19 bbox=[186, 462, 219, 485]
team-score: 2 bbox=[807, 47, 827, 80]
team-name: Poggibonsese bbox=[35, 754, 186, 777]
stat-cell: 9 bbox=[288, 777, 307, 800]
team-score: 0 bbox=[807, 1328, 827, 1361]
stat-cell: 1 bbox=[251, 732, 269, 755]
result-scorers: (Radi 2, Spannocchi; Lala A., Lala F.) bbox=[35, 163, 277, 178]
team-name: Chiantigiana bbox=[441, 1575, 638, 1609]
stat-cell: 15 bbox=[339, 529, 371, 552]
stat-cell: 3 bbox=[251, 687, 269, 710]
report-lineups: L.MERONI: Cosmi G., Gamberucci, Batelli, Lorenzini, Mancini, Baldi, Bettuelli, Regoli, Turrini, Betti, Bensi. A disp.: Cosmi B., Fedele, Mazzarisi, Pugliatti, Di Salvia, Benicchi, Fancelli. All.: D'Agosto. SAN GIMIGNANO: Giannini, DeLuca, Polidori, Giovenco, Ferrara, Bandini, Sardelli, Masini, Salvadori, Porcelli, Thiam. A disp.: Vani, Pianigiani, Amoroso, Pistolesi, Tanzini, Dionisi, Parenti. All.: Fulignati. ARBITRO: Salatino di Siena. bbox=[847, 1380, 1242, 1535]
stat-cell: 9 bbox=[219, 552, 251, 575]
stat-cell: 3 bbox=[269, 529, 288, 552]
result-home: Lorn.Badesse bbox=[35, 143, 139, 161]
result-score: 10 - 0 bbox=[373, 311, 413, 329]
stat-cell: 2 bbox=[269, 619, 288, 642]
result-home: Chiantigiana bbox=[35, 85, 130, 103]
stat-cell: 6 bbox=[288, 709, 307, 732]
team-name: Rosia bbox=[441, 47, 526, 80]
result-score: 1 - 1 bbox=[381, 274, 413, 291]
stat-cell: 27 bbox=[307, 687, 339, 710]
stat-cell: 9 bbox=[219, 687, 251, 710]
stat-cell: 11 bbox=[186, 687, 219, 710]
stat-cell: 2 bbox=[251, 709, 269, 732]
team-name: Torrita bbox=[441, 722, 544, 756]
report-text bbox=[847, 255, 1242, 791]
result-score: 3 - 2 bbox=[381, 143, 413, 161]
team-name: San Miniato bbox=[847, 842, 1032, 876]
